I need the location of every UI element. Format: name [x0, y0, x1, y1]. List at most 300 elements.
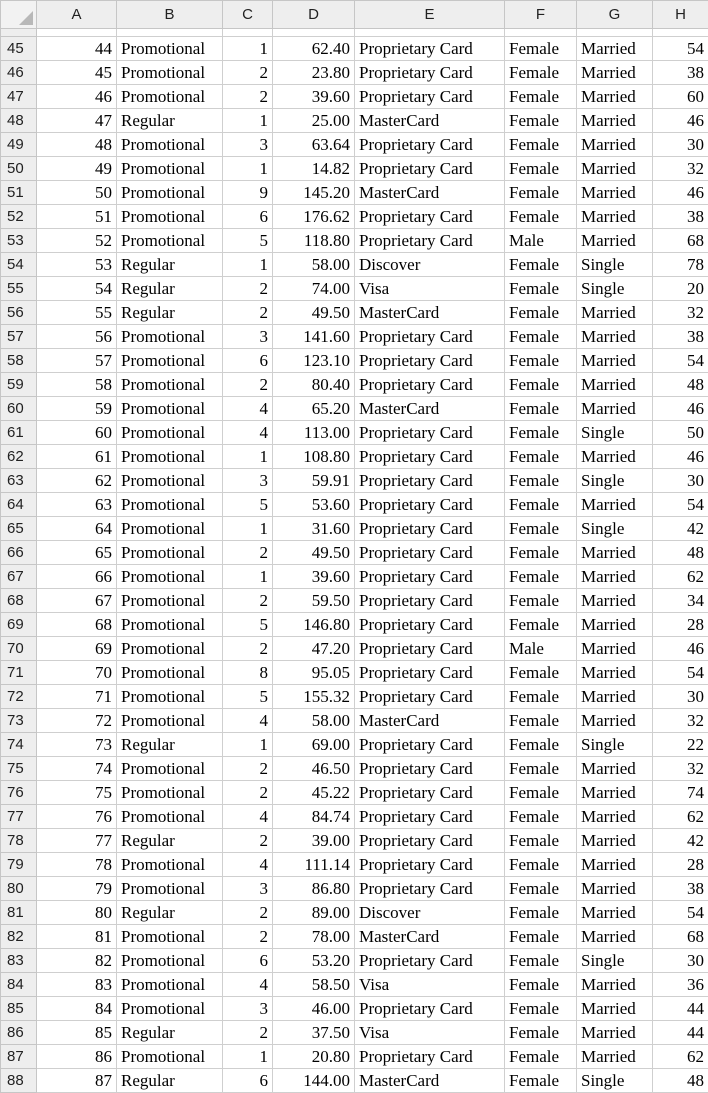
cell-e[interactable]: Proprietary Card	[355, 61, 505, 85]
row-header[interactable]: 59	[1, 373, 37, 397]
cell-e[interactable]: Proprietary Card	[355, 517, 505, 541]
cell-g[interactable]: Married	[577, 997, 653, 1021]
cell-c[interactable]: 4	[223, 421, 273, 445]
row-header[interactable]: 69	[1, 613, 37, 637]
cell-d[interactable]: 59.91	[273, 469, 355, 493]
column-header-f[interactable]: F	[505, 1, 577, 29]
cell-a[interactable]: 53	[37, 253, 117, 277]
cell-a[interactable]: 68	[37, 613, 117, 637]
cell-b[interactable]: Regular	[117, 901, 223, 925]
row-header[interactable]: 50	[1, 157, 37, 181]
cell-a[interactable]: 87	[37, 1069, 117, 1093]
cell-b[interactable]: Promotional	[117, 37, 223, 61]
cell-f[interactable]: Female	[505, 925, 577, 949]
cell-d[interactable]: 65.20	[273, 397, 355, 421]
cell-h[interactable]: 20	[653, 277, 708, 301]
cell-f[interactable]: Female	[505, 37, 577, 61]
cell-b[interactable]: Promotional	[117, 85, 223, 109]
cell-b[interactable]: Promotional	[117, 637, 223, 661]
cell-g[interactable]: Married	[577, 229, 653, 253]
cell-b[interactable]: Promotional	[117, 949, 223, 973]
cell-g[interactable]: Married	[577, 445, 653, 469]
cell-d[interactable]: 145.20	[273, 181, 355, 205]
cell-h[interactable]: 50	[653, 421, 708, 445]
cell-f[interactable]: Female	[505, 613, 577, 637]
cell-a[interactable]: 71	[37, 685, 117, 709]
cell-e[interactable]: MasterCard	[355, 1069, 505, 1093]
cell-b[interactable]: Regular	[117, 1021, 223, 1045]
cell-g[interactable]: Married	[577, 781, 653, 805]
cell-f[interactable]: Female	[505, 61, 577, 85]
cell[interactable]	[577, 29, 653, 37]
row-header[interactable]: 53	[1, 229, 37, 253]
cell-g[interactable]: Married	[577, 805, 653, 829]
cell-h[interactable]: 44	[653, 1021, 708, 1045]
cell-h[interactable]: 54	[653, 901, 708, 925]
cell-g[interactable]: Married	[577, 901, 653, 925]
cell-a[interactable]: 81	[37, 925, 117, 949]
cell-b[interactable]: Promotional	[117, 517, 223, 541]
cell-c[interactable]: 1	[223, 109, 273, 133]
cell-d[interactable]: 46.50	[273, 757, 355, 781]
cell-a[interactable]: 70	[37, 661, 117, 685]
column-header-e[interactable]: E	[355, 1, 505, 29]
cell-c[interactable]: 4	[223, 973, 273, 997]
cell-f[interactable]: Female	[505, 157, 577, 181]
cell-g[interactable]: Married	[577, 973, 653, 997]
cell-b[interactable]: Promotional	[117, 205, 223, 229]
cell-e[interactable]: Proprietary Card	[355, 781, 505, 805]
cell-a[interactable]: 73	[37, 733, 117, 757]
cell-h[interactable]: 68	[653, 925, 708, 949]
cell-g[interactable]: Married	[577, 157, 653, 181]
cell-c[interactable]: 6	[223, 205, 273, 229]
cell-b[interactable]: Promotional	[117, 757, 223, 781]
cell-g[interactable]: Married	[577, 925, 653, 949]
cell-e[interactable]: Proprietary Card	[355, 325, 505, 349]
cell-c[interactable]: 2	[223, 373, 273, 397]
cell-g[interactable]: Married	[577, 877, 653, 901]
cell-d[interactable]: 45.22	[273, 781, 355, 805]
cell-a[interactable]: 54	[37, 277, 117, 301]
row-header[interactable]: 77	[1, 805, 37, 829]
cell-e[interactable]: Discover	[355, 901, 505, 925]
cell-d[interactable]: 144.00	[273, 1069, 355, 1093]
cell-c[interactable]: 8	[223, 661, 273, 685]
row-header[interactable]: 47	[1, 85, 37, 109]
cell-d[interactable]: 59.50	[273, 589, 355, 613]
cell[interactable]	[355, 29, 505, 37]
cell-e[interactable]: Proprietary Card	[355, 85, 505, 109]
row-header[interactable]: 87	[1, 1045, 37, 1069]
cell-f[interactable]: Female	[505, 517, 577, 541]
cell-h[interactable]: 62	[653, 805, 708, 829]
cell-c[interactable]: 4	[223, 853, 273, 877]
row-header[interactable]: 48	[1, 109, 37, 133]
cell-g[interactable]: Married	[577, 1021, 653, 1045]
cell-d[interactable]: 78.00	[273, 925, 355, 949]
cell-c[interactable]: 4	[223, 805, 273, 829]
cell-g[interactable]: Married	[577, 493, 653, 517]
cell-f[interactable]: Female	[505, 85, 577, 109]
cell-b[interactable]: Promotional	[117, 133, 223, 157]
cell-d[interactable]: 20.80	[273, 1045, 355, 1069]
row-header[interactable]: 56	[1, 301, 37, 325]
cell-b[interactable]: Promotional	[117, 685, 223, 709]
cell-d[interactable]: 39.60	[273, 85, 355, 109]
column-header-b[interactable]: B	[117, 1, 223, 29]
cell-f[interactable]: Female	[505, 373, 577, 397]
cell-g[interactable]: Married	[577, 109, 653, 133]
cell-b[interactable]: Promotional	[117, 1045, 223, 1069]
cell-e[interactable]: Proprietary Card	[355, 829, 505, 853]
cell-h[interactable]: 32	[653, 157, 708, 181]
cell-f[interactable]: Female	[505, 757, 577, 781]
cell-a[interactable]: 77	[37, 829, 117, 853]
cell-b[interactable]: Promotional	[117, 61, 223, 85]
cell-g[interactable]: Married	[577, 133, 653, 157]
cell-c[interactable]: 6	[223, 949, 273, 973]
cell-f[interactable]: Female	[505, 877, 577, 901]
cell-a[interactable]: 69	[37, 637, 117, 661]
cell-c[interactable]: 2	[223, 589, 273, 613]
cell-a[interactable]: 47	[37, 109, 117, 133]
cell-d[interactable]: 63.64	[273, 133, 355, 157]
cell-c[interactable]: 2	[223, 61, 273, 85]
cell-e[interactable]: Proprietary Card	[355, 445, 505, 469]
cell-h[interactable]: 30	[653, 685, 708, 709]
row-header[interactable]	[1, 29, 37, 37]
cell-d[interactable]: 49.50	[273, 301, 355, 325]
row-header[interactable]: 80	[1, 877, 37, 901]
cell-a[interactable]: 55	[37, 301, 117, 325]
cell-h[interactable]: 46	[653, 109, 708, 133]
cell-b[interactable]: Regular	[117, 301, 223, 325]
cell-a[interactable]: 59	[37, 397, 117, 421]
cell-f[interactable]: Female	[505, 445, 577, 469]
cell-d[interactable]: 31.60	[273, 517, 355, 541]
row-header[interactable]: 68	[1, 589, 37, 613]
cell-f[interactable]: Female	[505, 1069, 577, 1093]
cell-b[interactable]: Regular	[117, 829, 223, 853]
cell[interactable]	[505, 29, 577, 37]
cell-g[interactable]: Married	[577, 757, 653, 781]
row-header[interactable]: 49	[1, 133, 37, 157]
cell-h[interactable]: 54	[653, 493, 708, 517]
cell-b[interactable]: Promotional	[117, 325, 223, 349]
cell-b[interactable]: Promotional	[117, 565, 223, 589]
row-header[interactable]: 64	[1, 493, 37, 517]
cell-a[interactable]: 78	[37, 853, 117, 877]
cell-b[interactable]: Promotional	[117, 181, 223, 205]
cell-d[interactable]: 84.74	[273, 805, 355, 829]
cell-d[interactable]: 53.60	[273, 493, 355, 517]
cell-a[interactable]: 84	[37, 997, 117, 1021]
row-header[interactable]: 82	[1, 925, 37, 949]
row-header[interactable]: 84	[1, 973, 37, 997]
cell-e[interactable]: MasterCard	[355, 925, 505, 949]
cell-c[interactable]: 5	[223, 493, 273, 517]
cell-f[interactable]: Female	[505, 469, 577, 493]
cell-d[interactable]: 46.00	[273, 997, 355, 1021]
cell-d[interactable]: 108.80	[273, 445, 355, 469]
cell-h[interactable]: 60	[653, 85, 708, 109]
cell-b[interactable]: Promotional	[117, 373, 223, 397]
cell-f[interactable]: Female	[505, 421, 577, 445]
cell-c[interactable]: 6	[223, 1069, 273, 1093]
column-header-g[interactable]: G	[577, 1, 653, 29]
cell-h[interactable]: 62	[653, 565, 708, 589]
cell-a[interactable]: 79	[37, 877, 117, 901]
row-header[interactable]: 51	[1, 181, 37, 205]
cell-b[interactable]: Promotional	[117, 877, 223, 901]
cell-g[interactable]: Married	[577, 661, 653, 685]
row-header[interactable]: 62	[1, 445, 37, 469]
row-header[interactable]: 74	[1, 733, 37, 757]
cell-h[interactable]: 38	[653, 325, 708, 349]
cell-e[interactable]: Visa	[355, 973, 505, 997]
cell-d[interactable]: 58.00	[273, 253, 355, 277]
cell[interactable]	[653, 29, 708, 37]
cell-h[interactable]: 32	[653, 757, 708, 781]
cell-g[interactable]: Married	[577, 637, 653, 661]
cell-g[interactable]: Married	[577, 205, 653, 229]
cell-b[interactable]: Promotional	[117, 781, 223, 805]
row-header[interactable]: 45	[1, 37, 37, 61]
cell-a[interactable]: 49	[37, 157, 117, 181]
cell-b[interactable]: Promotional	[117, 157, 223, 181]
row-header[interactable]: 55	[1, 277, 37, 301]
cell-g[interactable]: Single	[577, 1069, 653, 1093]
cell-b[interactable]: Regular	[117, 253, 223, 277]
cell-a[interactable]: 64	[37, 517, 117, 541]
cell-f[interactable]: Female	[505, 541, 577, 565]
cell-c[interactable]: 2	[223, 301, 273, 325]
cell-a[interactable]: 62	[37, 469, 117, 493]
select-all-corner[interactable]	[1, 1, 37, 29]
cell-a[interactable]: 48	[37, 133, 117, 157]
cell-e[interactable]: MasterCard	[355, 397, 505, 421]
cell-h[interactable]: 32	[653, 301, 708, 325]
cell-e[interactable]: Proprietary Card	[355, 205, 505, 229]
cell-f[interactable]: Female	[505, 973, 577, 997]
row-header[interactable]: 81	[1, 901, 37, 925]
cell-g[interactable]: Married	[577, 301, 653, 325]
cell-c[interactable]: 1	[223, 157, 273, 181]
cell-g[interactable]: Married	[577, 181, 653, 205]
row-header[interactable]: 57	[1, 325, 37, 349]
cell-b[interactable]: Promotional	[117, 421, 223, 445]
cell-e[interactable]: Proprietary Card	[355, 757, 505, 781]
cell-a[interactable]: 45	[37, 61, 117, 85]
cell-b[interactable]: Promotional	[117, 349, 223, 373]
cell-a[interactable]: 58	[37, 373, 117, 397]
cell-g[interactable]: Single	[577, 733, 653, 757]
cell-f[interactable]: Male	[505, 229, 577, 253]
cell[interactable]	[273, 29, 355, 37]
cell-e[interactable]: Proprietary Card	[355, 589, 505, 613]
cell-a[interactable]: 57	[37, 349, 117, 373]
row-header[interactable]: 61	[1, 421, 37, 445]
cell-h[interactable]: 46	[653, 445, 708, 469]
cell-d[interactable]: 58.00	[273, 709, 355, 733]
cell-a[interactable]: 74	[37, 757, 117, 781]
cell-b[interactable]: Regular	[117, 1069, 223, 1093]
cell-f[interactable]: Female	[505, 733, 577, 757]
row-header[interactable]: 71	[1, 661, 37, 685]
cell-e[interactable]: Proprietary Card	[355, 733, 505, 757]
row-header[interactable]: 86	[1, 1021, 37, 1045]
cell-e[interactable]: Discover	[355, 253, 505, 277]
cell-f[interactable]: Female	[505, 253, 577, 277]
row-header[interactable]: 66	[1, 541, 37, 565]
cell-c[interactable]: 1	[223, 1045, 273, 1069]
cell-h[interactable]: 42	[653, 517, 708, 541]
cell-b[interactable]: Regular	[117, 109, 223, 133]
cell-g[interactable]: Married	[577, 853, 653, 877]
cell-g[interactable]: Married	[577, 1045, 653, 1069]
cell-g[interactable]: Married	[577, 829, 653, 853]
cell-a[interactable]: 56	[37, 325, 117, 349]
cell-d[interactable]: 53.20	[273, 949, 355, 973]
cell-d[interactable]: 49.50	[273, 541, 355, 565]
cell-h[interactable]: 78	[653, 253, 708, 277]
row-header[interactable]: 52	[1, 205, 37, 229]
cell-b[interactable]: Regular	[117, 733, 223, 757]
cell-g[interactable]: Single	[577, 277, 653, 301]
cell-c[interactable]: 2	[223, 637, 273, 661]
cell-h[interactable]: 54	[653, 37, 708, 61]
cell-e[interactable]: Proprietary Card	[355, 877, 505, 901]
cell-a[interactable]: 66	[37, 565, 117, 589]
cell-g[interactable]: Married	[577, 397, 653, 421]
cell-c[interactable]: 2	[223, 925, 273, 949]
cell-a[interactable]: 67	[37, 589, 117, 613]
cell-b[interactable]: Promotional	[117, 469, 223, 493]
cell-d[interactable]: 118.80	[273, 229, 355, 253]
cell-g[interactable]: Single	[577, 253, 653, 277]
cell-e[interactable]: Proprietary Card	[355, 661, 505, 685]
cell-e[interactable]: Proprietary Card	[355, 997, 505, 1021]
cell-a[interactable]: 46	[37, 85, 117, 109]
row-header[interactable]: 76	[1, 781, 37, 805]
cell-h[interactable]: 74	[653, 781, 708, 805]
row-header[interactable]: 65	[1, 517, 37, 541]
cell-c[interactable]: 6	[223, 349, 273, 373]
cell-a[interactable]: 60	[37, 421, 117, 445]
cell-h[interactable]: 30	[653, 949, 708, 973]
cell-h[interactable]: 54	[653, 661, 708, 685]
cell-h[interactable]: 38	[653, 877, 708, 901]
cell-a[interactable]: 52	[37, 229, 117, 253]
cell-b[interactable]: Promotional	[117, 805, 223, 829]
cell-f[interactable]: Female	[505, 829, 577, 853]
cell-c[interactable]: 2	[223, 1021, 273, 1045]
column-header-c[interactable]: C	[223, 1, 273, 29]
cell-e[interactable]: Proprietary Card	[355, 493, 505, 517]
row-header[interactable]: 67	[1, 565, 37, 589]
cell-e[interactable]: Proprietary Card	[355, 229, 505, 253]
cell-c[interactable]: 3	[223, 325, 273, 349]
cell-e[interactable]: Visa	[355, 1021, 505, 1045]
cell-d[interactable]: 146.80	[273, 613, 355, 637]
cell-h[interactable]: 48	[653, 541, 708, 565]
cell-h[interactable]: 32	[653, 709, 708, 733]
cell-a[interactable]: 76	[37, 805, 117, 829]
cell-b[interactable]: Promotional	[117, 397, 223, 421]
cell-h[interactable]: 28	[653, 613, 708, 637]
cell-g[interactable]: Married	[577, 373, 653, 397]
cell-f[interactable]: Male	[505, 637, 577, 661]
cell-c[interactable]: 1	[223, 253, 273, 277]
cell-h[interactable]: 48	[653, 373, 708, 397]
cell-g[interactable]: Married	[577, 61, 653, 85]
cell-c[interactable]: 4	[223, 397, 273, 421]
cell-d[interactable]: 141.60	[273, 325, 355, 349]
cell-e[interactable]: Proprietary Card	[355, 157, 505, 181]
cell-g[interactable]: Single	[577, 517, 653, 541]
cell-f[interactable]: Female	[505, 181, 577, 205]
cell-e[interactable]: Proprietary Card	[355, 541, 505, 565]
cell-h[interactable]: 46	[653, 397, 708, 421]
cell-f[interactable]: Female	[505, 661, 577, 685]
cell-f[interactable]: Female	[505, 205, 577, 229]
cell-d[interactable]: 39.60	[273, 565, 355, 589]
cell-f[interactable]: Female	[505, 781, 577, 805]
cell-d[interactable]: 37.50	[273, 1021, 355, 1045]
cell-c[interactable]: 1	[223, 733, 273, 757]
cell-h[interactable]: 48	[653, 1069, 708, 1093]
cell-h[interactable]: 30	[653, 133, 708, 157]
cell-e[interactable]: Proprietary Card	[355, 37, 505, 61]
cell-f[interactable]: Female	[505, 709, 577, 733]
cell-c[interactable]: 1	[223, 517, 273, 541]
cell-e[interactable]: Proprietary Card	[355, 373, 505, 397]
cell-f[interactable]: Female	[505, 301, 577, 325]
cell-h[interactable]: 54	[653, 349, 708, 373]
cell-g[interactable]: Married	[577, 325, 653, 349]
cell-e[interactable]: Proprietary Card	[355, 685, 505, 709]
cell-c[interactable]: 1	[223, 37, 273, 61]
cell-f[interactable]: Female	[505, 901, 577, 925]
cell-a[interactable]: 83	[37, 973, 117, 997]
cell-d[interactable]: 47.20	[273, 637, 355, 661]
cell-f[interactable]: Female	[505, 805, 577, 829]
cell-g[interactable]: Married	[577, 565, 653, 589]
cell-e[interactable]: MasterCard	[355, 181, 505, 205]
cell-d[interactable]: 111.14	[273, 853, 355, 877]
cell-e[interactable]: Proprietary Card	[355, 949, 505, 973]
cell-a[interactable]: 44	[37, 37, 117, 61]
cell-a[interactable]: 72	[37, 709, 117, 733]
cell-d[interactable]: 80.40	[273, 373, 355, 397]
cell-f[interactable]: Female	[505, 685, 577, 709]
cell-h[interactable]: 46	[653, 181, 708, 205]
cell-d[interactable]: 89.00	[273, 901, 355, 925]
cell-d[interactable]: 123.10	[273, 349, 355, 373]
cell-g[interactable]: Married	[577, 37, 653, 61]
cell-e[interactable]: Proprietary Card	[355, 469, 505, 493]
cell-e[interactable]: MasterCard	[355, 301, 505, 325]
cell-c[interactable]: 1	[223, 565, 273, 589]
cell-c[interactable]: 2	[223, 85, 273, 109]
column-header-d[interactable]: D	[273, 1, 355, 29]
cell-h[interactable]: 28	[653, 853, 708, 877]
cell-b[interactable]: Regular	[117, 277, 223, 301]
cell-c[interactable]: 2	[223, 901, 273, 925]
cell-c[interactable]: 3	[223, 469, 273, 493]
cell-g[interactable]: Married	[577, 709, 653, 733]
